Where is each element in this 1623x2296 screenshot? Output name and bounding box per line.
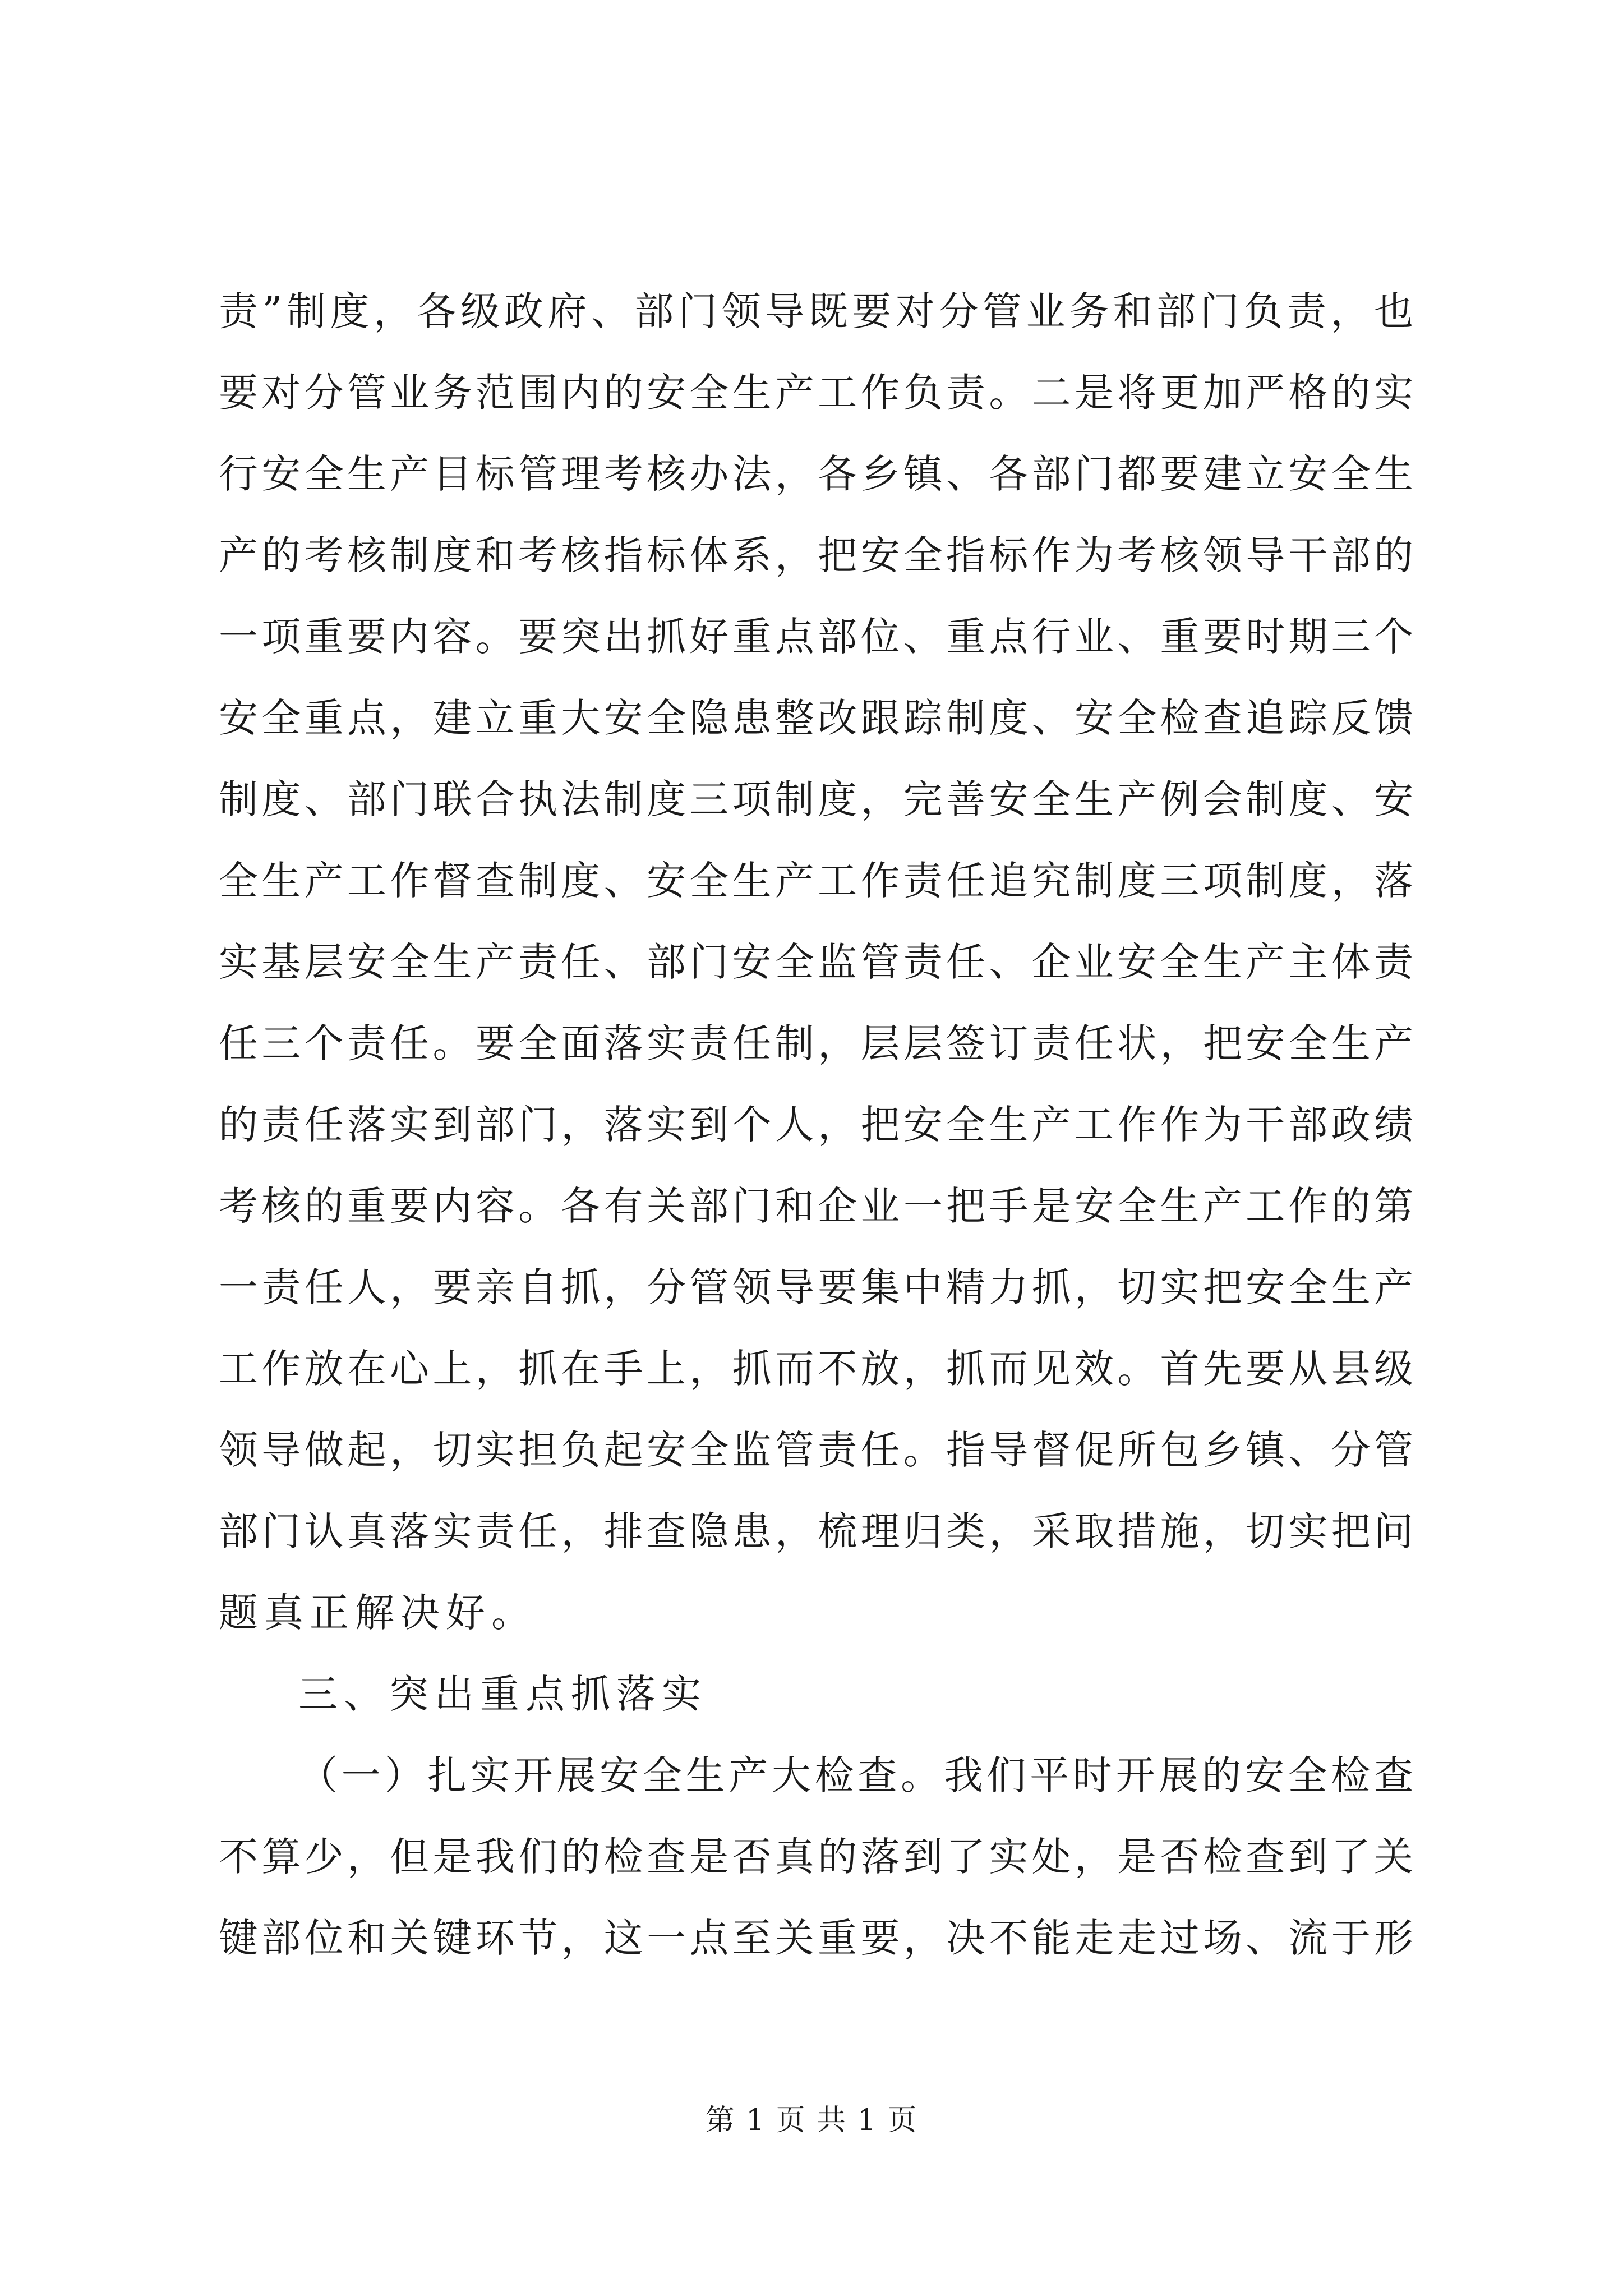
text-line: 要对分管业务范围内的安全生产工作负责。二是将更加严格的实 [219,370,1413,416]
text-line: 全生产工作督查制度、安全生产工作责任追究制度三项制度，落 [219,858,1413,904]
text-line: 不算少，但是我们的检查是否真的落到了实处，是否检查到了关 [219,1834,1413,1880]
text-line: 一责任人，要亲自抓，分管领导要集中精力抓，切实把安全生产 [219,1264,1413,1310]
text-line: （一）扎实开展安全生产大检查。我们平时开展的安全检查 [298,1752,1413,1798]
page-footer: 第 1 页 共 1 页 [705,2104,918,2137]
text-line: 行安全生产目标管理考核办法，各乡镇、各部门都要建立安全生 [219,451,1413,497]
text-line: 的责任落实到部门，落实到个人，把安全生产工作作为干部政绩 [219,1102,1413,1148]
text-line: 工作放在心上，抓在手上，抓而不放，抓而见效。首先要从县级 [219,1346,1413,1392]
text-line: 责”制度，各级政府、部门领导既要对分管业务和部门负责，也 [219,288,1413,334]
section-heading: 三、突出重点抓落实 [298,1671,707,1717]
text-line: 领导做起，切实担负起安全监管责任。指导督促所包乡镇、分管 [219,1427,1413,1473]
text-line: 任三个责任。要全面落实责任制，层层签订责任状，把安全生产 [219,1020,1413,1066]
text-line: 实基层安全生产责任、部门安全监管责任、企业安全生产主体责 [219,939,1413,985]
text-line: 考核的重要内容。各有关部门和企业一把手是安全生产工作的第 [219,1183,1413,1229]
text-line: 制度、部门联合执法制度三项制度，完善安全生产例会制度、安 [219,776,1413,822]
text-line: 题真正解决好。 [219,1590,537,1636]
text-line: 键部位和关键环节，这一点至关重要，决不能走走过场、流于形 [219,1915,1413,1961]
text-line: 产的考核制度和考核指标体系，把安全指标作为考核领导干部的 [219,532,1413,578]
text-line: 一项重要内容。要突出抓好重点部位、重点行业、重要时期三个 [219,614,1413,660]
text-line: 安全重点，建立重大安全隐患整改跟踪制度、安全检查追踪反馈 [219,695,1413,741]
text-line: 部门认真落实责任，排查隐患，梳理归类，采取措施，切实把问 [219,1508,1413,1554]
